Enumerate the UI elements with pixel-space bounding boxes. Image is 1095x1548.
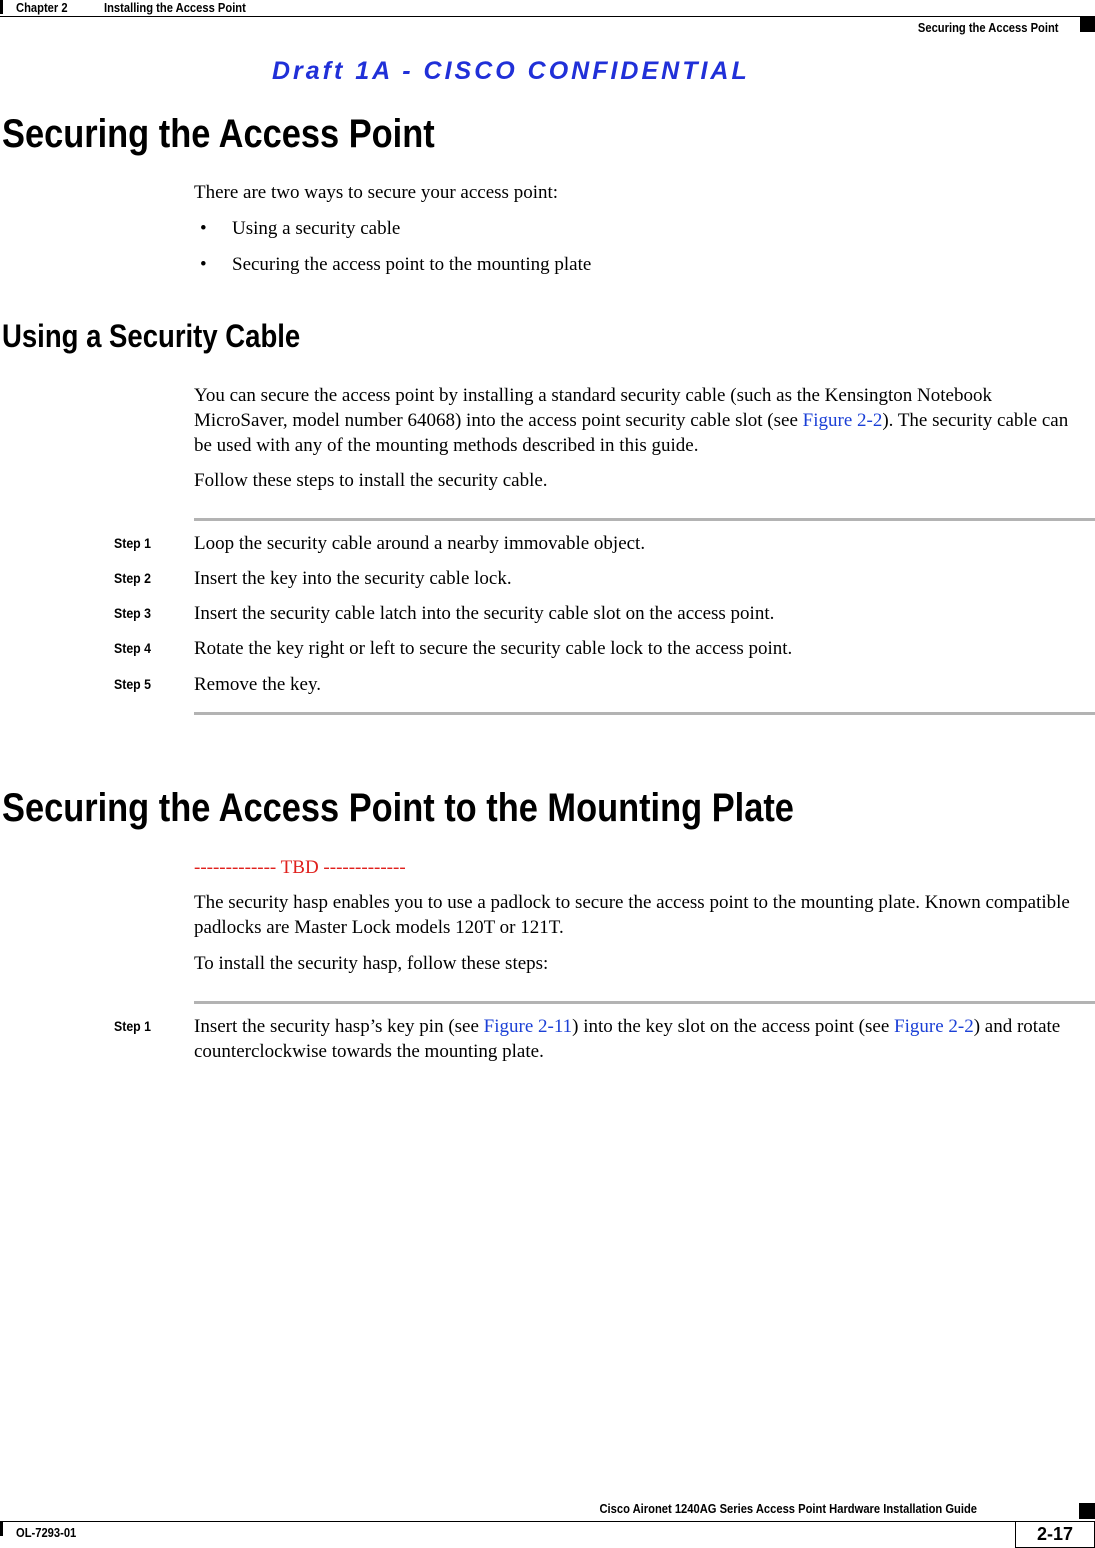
step-label: Step 4	[114, 640, 151, 656]
footer-page-number: 2-17	[1036, 1524, 1074, 1544]
step-text	[194, 1014, 1094, 1064]
step-text: Loop the security cable around a nearby immovable object.	[194, 533, 646, 554]
bullet-text: Using a security cable	[232, 218, 401, 239]
section-title-using-security-cable: Using a Security Cable	[2, 318, 301, 354]
procedure-rule-top	[194, 1001, 1095, 1004]
step-text-part: ) and rotate counterclockwise towards the mounting plate.	[194, 1016, 1061, 1062]
section3-paragraph: The security hasp enables you to use a padlock to secure the access point to the mounting plate. Known compatible padlocks are Master Lock models 120T or 121T.	[194, 892, 1070, 938]
footer-page-tab	[1079, 1503, 1095, 1519]
header-right-marker	[1080, 17, 1095, 32]
step-text: Insert the security cable latch into the security cable slot on the access point.	[194, 603, 775, 624]
procedure-rule-top	[194, 518, 1095, 521]
procedure-rule-bottom	[194, 712, 1095, 715]
footer-rule	[0, 1521, 1095, 1522]
step-text: Remove the key.	[194, 674, 321, 695]
step-text-part: Insert the security hasp’s key pin (see	[194, 1016, 484, 1037]
step-text-part: ) into the key slot on the access point (see	[572, 1016, 895, 1037]
figure-2-11-link[interactable]: Figure 2-11	[483, 1016, 573, 1037]
header-chapter-title: Installing the Access Point	[104, 0, 246, 15]
section2-paragraph	[194, 383, 1084, 458]
section3-follow-steps: To install the security hasp, follow these steps:	[194, 953, 549, 974]
paragraph-text: You can secure the access point by installing a standard security cable (such as the Kensington Notebook MicroSaver, model number 64068) into the access point security cable slot (see	[194, 385, 992, 431]
section-title-securing-access-point: Securing the Access Point	[2, 112, 435, 156]
step-text: Insert the key into the security cable lock.	[194, 568, 512, 589]
section2-follow-steps: Follow these steps to install the security cable.	[194, 470, 548, 491]
tbd-marker: ------------- TBD -------------	[194, 857, 406, 878]
header-left-marker	[0, 0, 3, 14]
section-title-mounting-plate: Securing the Access Point to the Mounting Plate	[2, 786, 794, 830]
step-label: Step 1	[114, 535, 151, 551]
step-label: Step 2	[114, 570, 151, 586]
step-text: Rotate the key right or left to secure the security cable lock to the access point.	[194, 638, 793, 659]
footer-left-marker	[0, 1522, 3, 1536]
step-label: Step 1	[114, 1018, 151, 1034]
figure-2-2-link[interactable]: Figure 2-2	[802, 410, 883, 431]
bullet-glyph: •	[200, 218, 207, 239]
bullet-item	[200, 252, 591, 277]
header-rule	[0, 16, 1095, 17]
bullet-glyph: •	[200, 254, 207, 275]
step-label: Step 3	[114, 605, 151, 621]
figure-2-2-link[interactable]: Figure 2-2	[894, 1016, 974, 1037]
header-section-title: Securing the Access Point	[918, 20, 1059, 35]
footer-guide-title: Cisco Aironet 1240AG Series Access Point Hardware Installation Guide	[599, 1501, 977, 1516]
section1-intro: There are two ways to secure your access point:	[194, 182, 559, 203]
header-chapter-label: Chapter 2	[16, 0, 68, 15]
step-label: Step 5	[114, 676, 151, 692]
draft-confidential-banner: Draft 1A - CISCO CONFIDENTIAL	[272, 57, 750, 85]
bullet-item	[200, 216, 400, 241]
footer-doc-number: OL-7293-01	[16, 1525, 77, 1540]
paragraph-text: ). The security cable can be used with any of the mounting methods described in this guide.	[194, 410, 1069, 456]
footer-page-number-box	[1015, 1522, 1095, 1548]
bullet-text: Securing the access point to the mounting plate	[232, 254, 592, 275]
